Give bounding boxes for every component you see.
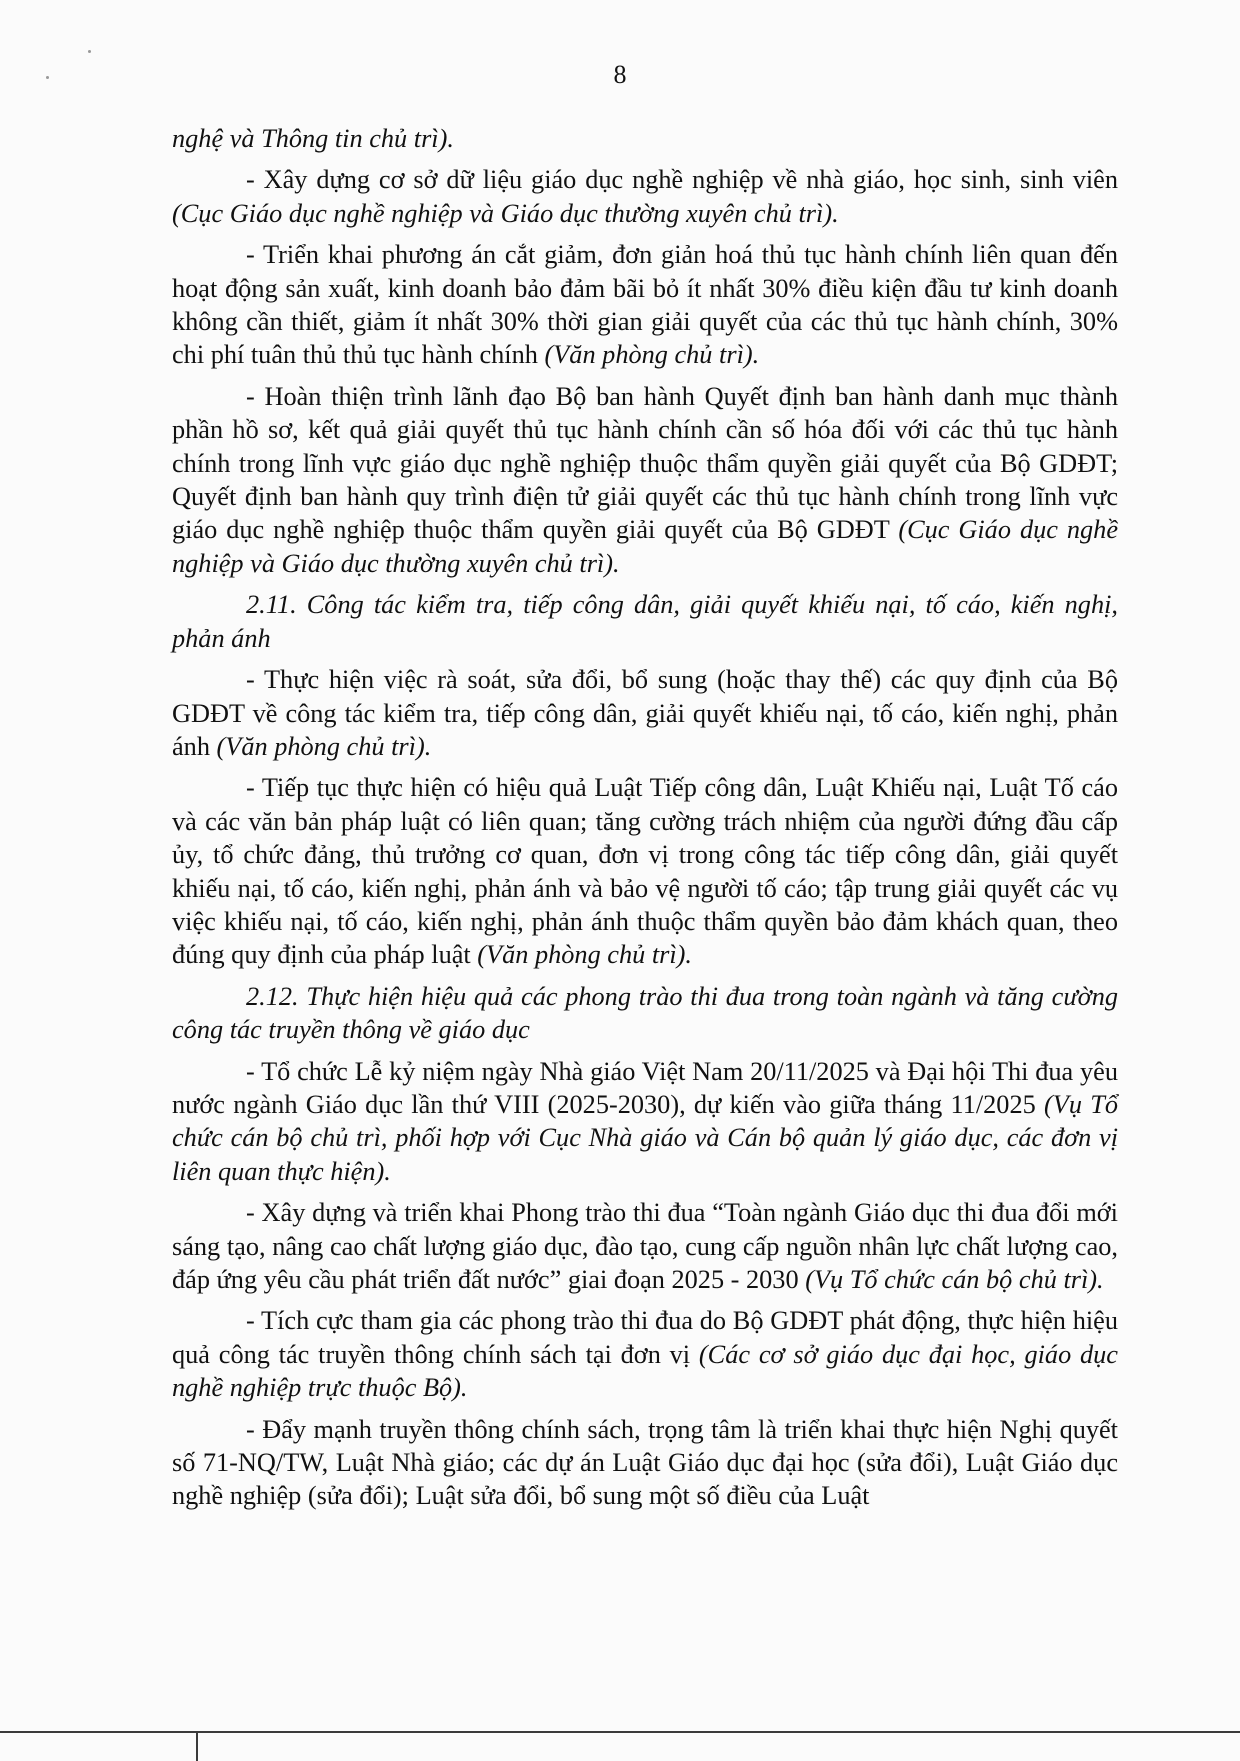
scan-speck xyxy=(88,50,91,53)
section-heading-text: 2.12. Thực hiện hiệu quả các phong trào thi đua trong toàn ngành và tăng cường công tác truyền thông về giáo dục xyxy=(172,981,1118,1045)
paragraph xyxy=(172,238,1118,372)
paragraph-text: - Triển khai phương án cắt giảm, đơn giản hoá thủ tục hành chính liên quan đến hoạt động sản xuất, kinh doanh bảo đảm bãi bỏ ít nhất 30% điều kiện đầu tư kinh doanh không cần thiết, giảm ít nhất 30% thời gian giải quyết của các thủ tục hành chính, 30% chi phí tuân thủ thủ tục hành chính xyxy=(172,240,1118,370)
page-number: 8 xyxy=(613,60,627,89)
paragraph xyxy=(172,122,1118,155)
paragraph-text: - Thực hiện việc rà soát, sửa đổi, bổ sung (hoặc thay thế) các quy định của Bộ GDĐT về công tác kiểm tra, tiếp công dân, giải quyết khiếu nại, tố cáo, kiến nghị, phản ánh xyxy=(172,665,1118,761)
section-heading-2-12 xyxy=(172,980,1118,1047)
paragraph-italic: (Vụ Tổ chức cán bộ chủ trì, phối hợp với Cục Nhà giáo và Cán bộ quản lý giáo dục, các đơn vị liên quan thực hiện). xyxy=(172,1089,1118,1186)
paragraph-italic: (Cục Giáo dục nghề nghiệp và Giáo dục thường xuyên chủ trì). xyxy=(172,515,1118,578)
paragraph xyxy=(172,163,1118,230)
paragraph-italic: (Vụ Tổ chức cán bộ chủ trì). xyxy=(805,1265,1104,1294)
paragraph xyxy=(172,663,1118,763)
paragraph xyxy=(172,1196,1118,1296)
paragraph-italic: nghệ và Thông tin chủ trì). xyxy=(172,124,454,153)
paragraph-text: - Hoàn thiện trình lãnh đạo Bộ ban hành Quyết định ban hành danh mục thành phần hồ sơ, kết quả giải quyết thủ tục hành chính cần số hóa đối với các thủ tục hành chính trong lĩnh vực giáo dục nghề nghiệp thuộc thẩm quyền giải quyết của Bộ GDĐT; Quyết định ban hành quy trình điện tử giải quyết các thủ tục hành chính trong lĩnh vực giáo dục nghề nghiệp thuộc thẩm quyền giải quyết của Bộ GDĐT xyxy=(172,381,1118,545)
scan-edge-tick xyxy=(196,1731,198,1761)
paragraph-italic: (Văn phòng chủ trì). xyxy=(477,940,693,970)
section-heading-text: 2.11. Công tác kiểm tra, tiếp công dân, giải quyết khiếu nại, tố cáo, kiến nghị, phản ánh xyxy=(172,590,1118,653)
paragraph-text: - Tổ chức Lễ kỷ niệm ngày Nhà giáo Việt Nam 20/11/2025 và Đại hội Thi đua yêu nước ngành Giáo dục lần thứ VIII (2025-2030), dự kiến vào giữa tháng 11/2025 xyxy=(172,1056,1118,1119)
paragraph xyxy=(172,380,1118,580)
paragraph-italic: (Cục Giáo dục nghề nghiệp và Giáo dục thường xuyên chủ trì). xyxy=(172,198,839,228)
section-heading-2-11 xyxy=(172,588,1118,655)
paragraph-text: - Tiếp tục thực hiện có hiệu quả Luật Tiếp công dân, Luật Khiếu nại, Luật Tố cáo và các văn bản pháp luật có liên quan; tăng cường trách nhiệm của người đứng đầu cấp ủy, tổ chức đảng, thủ trưởng cơ quan, đơn vị trong công tác tiếp công dân, giải quyết khiếu nại, tố cáo, kiến nghị, phản ánh và bảo vệ người tố cáo; tập trung giải quyết các vụ việc khiếu nại, tố cáo, kiến nghị, phản ánh thuộc thẩm quyền bảo đảm khách quan, theo đúng quy định của pháp luật xyxy=(172,773,1118,970)
paragraph-text: - Đẩy mạnh truyền thông chính sách, trọng tâm là triển khai thực hiện Nghị quyết số 71-NQ/TW, Luật Nhà giáo; các dự án Luật Giáo dục đại học (sửa đổi), Luật Giáo dục nghề nghiệp (sửa đổi); Luật sửa đổi, bổ sung một số điều của Luật xyxy=(172,1414,1118,1511)
paragraph xyxy=(172,1413,1118,1513)
paragraph-italic: (Các cơ sở giáo dục đại học, giáo dục nghề nghiệp trực thuộc Bộ). xyxy=(172,1339,1118,1403)
paragraph-text: - Tích cực tham gia các phong trào thi đua do Bộ GDĐT phát động, thực hiện hiệu quả công tác truyền thông chính sách tại đơn vị xyxy=(172,1306,1118,1369)
paragraph-italic: (Văn phòng chủ trì). xyxy=(544,340,760,370)
paragraph xyxy=(172,1304,1118,1404)
paragraph xyxy=(172,1055,1118,1189)
paragraph xyxy=(172,771,1118,971)
paragraph-text: - Xây dựng và triển khai Phong trào thi đua “Toàn ngành Giáo dục thi đua đổi mới sáng tạo, nâng cao chất lượng giáo dục, đào tạo, cung cấp nguồn nhân lực chất lượng cao, đáp ứng yêu cầu phát triển đất nước” giai đoạn 2025 - 2030 xyxy=(172,1198,1118,1294)
document-body xyxy=(172,122,1118,1521)
paragraph-text: - Xây dựng cơ sở dữ liệu giáo dục nghề nghiệp về nhà giáo, học sinh, sinh viên xyxy=(246,165,1118,195)
scan-edge-line xyxy=(0,1731,1240,1733)
paragraph-italic: (Văn phòng chủ trì). xyxy=(216,731,432,761)
